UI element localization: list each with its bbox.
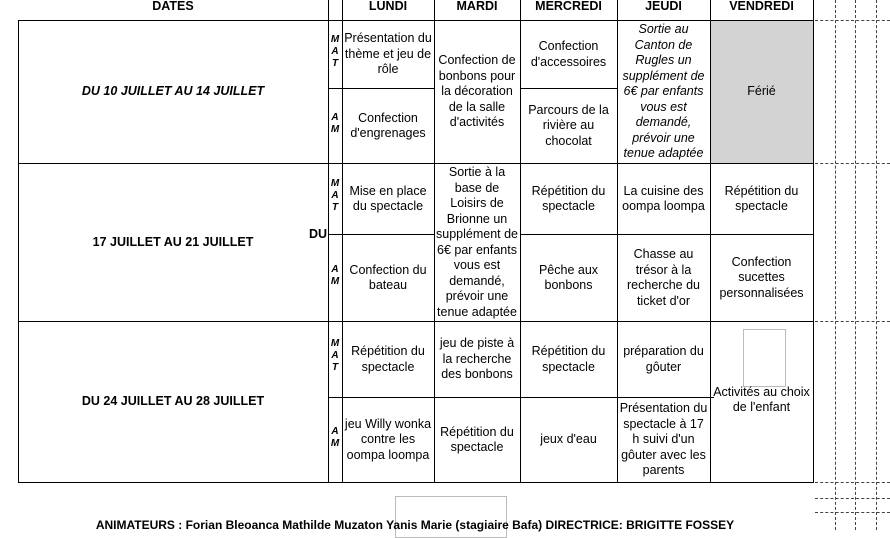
activity-cell: Chasse au trésor à la recherche du ticket d'or xyxy=(627,247,700,308)
week-prefix: DU xyxy=(309,227,328,241)
margin-guide xyxy=(855,0,856,530)
activity-cell: jeu de piste à la recherche des bonbons xyxy=(439,336,515,382)
activity-cell: Présentation du spectacle à 17 h suivi d'un gôuter avec les parents xyxy=(619,401,708,478)
mat-marker: M A T xyxy=(330,338,340,373)
grid-line xyxy=(328,0,329,482)
activity-cell: Confection de bonbons pour la décoration de la salle d'activités xyxy=(438,53,516,130)
am-marker: A M xyxy=(330,426,340,449)
am-marker: A M xyxy=(330,264,340,287)
activity-cell: Activités au choix de l'enfant xyxy=(713,384,810,414)
activity-cell: Confection du bateau xyxy=(349,262,427,292)
margin-guide xyxy=(876,0,877,530)
activity-cell: Confection d'engrenages xyxy=(350,110,426,140)
header-lundi: LUNDI xyxy=(368,0,408,14)
margin-guide xyxy=(835,0,836,530)
margin-guide xyxy=(815,20,890,21)
activity-cell: Parcours de la rivière au chocolat xyxy=(528,102,609,148)
activity-cell: La cuisine des oompa loompa xyxy=(622,183,705,213)
mat-marker: M A T xyxy=(330,178,340,213)
activity-cell: jeux d'eau xyxy=(540,432,597,447)
activity-cell: Confection sucettes personnalisées xyxy=(719,254,804,300)
activity-cell: Répétition du spectacle xyxy=(440,424,514,454)
activity-cell: Pêche aux bonbons xyxy=(538,262,599,292)
activity-cell: Répétition du spectacle xyxy=(531,183,606,213)
am-marker: A M xyxy=(330,112,340,135)
holiday-cell: Férié xyxy=(747,84,776,99)
margin-guide xyxy=(815,512,890,513)
header-dates: DATES xyxy=(152,0,194,14)
grid-line xyxy=(18,482,814,483)
header-mardi: MARDI xyxy=(456,0,498,14)
margin-guide xyxy=(815,321,890,322)
activity-cell: préparation du gôuter xyxy=(623,344,704,374)
week-label: DU 24 JUILLET AU 28 JUILLET xyxy=(81,394,265,409)
margin-guide xyxy=(815,163,890,164)
activity-cell: Répétition du spectacle xyxy=(531,344,606,374)
margin-guide xyxy=(815,482,890,483)
activity-cell: Confection d'accessoires xyxy=(530,39,607,69)
mat-marker: M A T xyxy=(330,34,340,69)
activity-cell: Répétition du spectacle xyxy=(351,344,425,374)
week-label: 17 JUILLET AU 21 JUILLET xyxy=(92,234,254,249)
activity-cell: Répétition du spectacle xyxy=(724,183,799,213)
footer-staff: ANIMATEURS : Forian Bleoanca Mathilde Muzaton Yanis Marie (stagiaire Bafa) DIRECTRICE: BRIGITTE FOSSEY xyxy=(95,518,735,532)
activity-cell: Présentation du thème et jeu de rôle xyxy=(344,31,432,77)
header-vendredi: VENDREDI xyxy=(729,0,794,14)
header-jeudi: JEUDI xyxy=(645,0,682,14)
grid-line xyxy=(813,0,814,482)
activity-cell: Sortie à la base de Loisirs de Brionne un supplément de 6€ par enfants vous est demandé, prévoir une tenue adaptée xyxy=(436,165,519,319)
activity-cell: Mise en place du spectacle xyxy=(349,183,427,213)
header-mercredi: MERCREDI xyxy=(535,0,602,14)
activity-cell: jeu Willy wonka contre les oompa loompa xyxy=(344,416,432,462)
activity-cell: Sortie au Canton de Rugles un supplément de 6€ par enfants vous est demandé, prévoir une tenue adaptée xyxy=(622,22,705,161)
margin-guide xyxy=(815,498,890,499)
week-label: DU 10 JUILLET AU 14 JUILLET xyxy=(81,84,265,99)
